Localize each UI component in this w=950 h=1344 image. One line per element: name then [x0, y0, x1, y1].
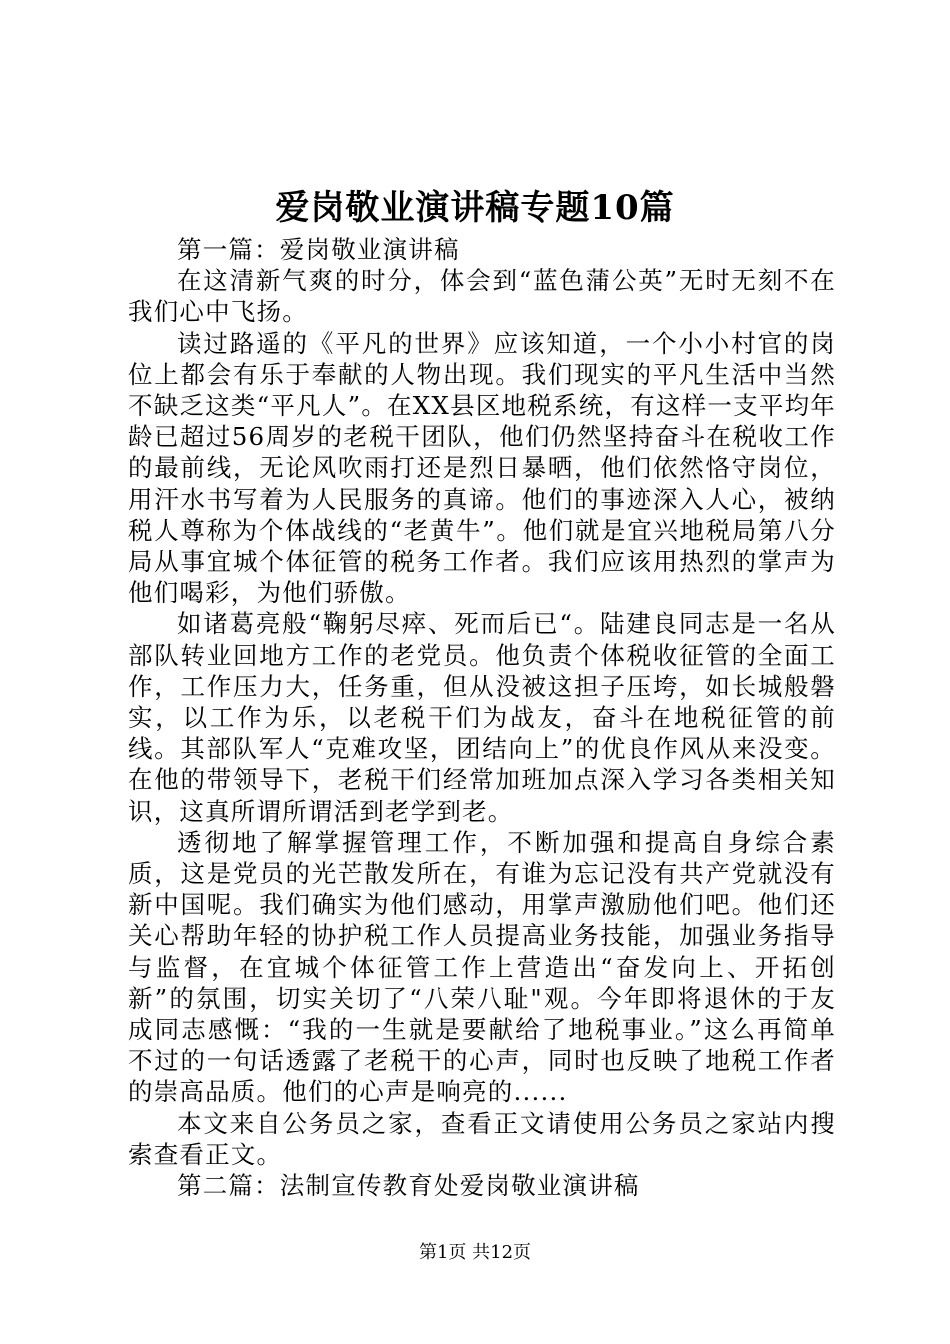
section-heading: 第二篇：法制宣传教育处爱岗敬业演讲稿 [177, 1171, 640, 1201]
paragraph: 如诸葛亮般“鞠躬尽瘁、死而后已“。陆建良同志是一名从部队转业回地方工作的老党员。他负责个体税收征管的全面工作，工作压力大，任务重，但从没被这担子压垮，如长城般磐实，以工作为乐，以老税干们为战友，奋斗在地税征管的前线。其部队军人“克难攻坚，团结向上”的优良作风从来没变。在他的带领导下，老税干们经常加班加点深入学习各类相关知识，这真所谓所谓活到老学到老。 [128, 609, 836, 826]
paragraph: 透彻地了解掌握管理工作，不断加强和提高自身综合素质，这是党员的光芒散发所在，有谁为忘记没有共产党就没有新中国呢。我们确实为他们感动，用掌声激励他们吧。他们还关心帮助年轻的协护税工作人员提高业务技能，加强业务指导与监督，在宜城个体征管工作上营造出“奋发向上、开拓创新”的氛围，切实关切了“八荣八耻"观。今年即将退休的于友成同志感慨：“我的一生就是要献给了地税事业。”这么再简单不过的一句话透露了老税干的心声，同时也反映了地税工作者的崇高品质。他们的心声是响亮的...... [128, 827, 836, 1107]
page-footer: 第1页 共12页 [418, 1242, 532, 1263]
paragraph: 读过路遥的《平凡的世界》应该知道，一个小小村官的岗位上都会有乐于奉献的人物出现。我们现实的平凡生活中当然不缺乏这类“平凡人”。在XX县区地税系统，有这样一支平均年龄已超过56周岁的老税干团队，他们仍然坚持奋斗在税收工作的最前线，无论风吹雨打还是烈日暴晒，他们依然恪守岗位，用汗水书写着为人民服务的真谛。他们的事迹深入人心，被纳税人尊称为个体战线的“老黄牛”。他们就是宜兴地税局第八分局从事宜城个体征管的税务工作者。我们应该用热烈的掌声为他们喝彩，为他们骄傲。 [128, 328, 836, 608]
section-heading: 第一篇：爱岗敬业演讲稿 [177, 235, 460, 264]
document-title: 爱岗敬业演讲稿专题10篇 [275, 188, 675, 228]
paragraph: 本文来自公务员之家，查看正文请使用公务员之家站内搜索查看正文。 [128, 1108, 836, 1169]
paragraph: 在这清新气爽的时分，体会到“蓝色蒲公英”无时无刻不在我们心中飞扬。 [128, 266, 836, 327]
document-body [128, 234, 836, 1201]
